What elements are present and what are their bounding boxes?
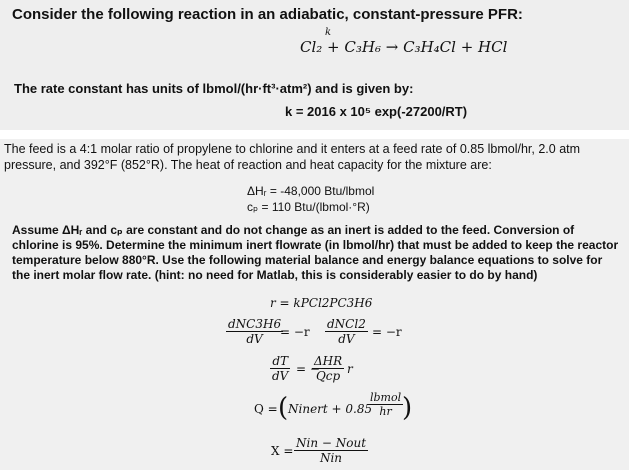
q-open-paren: (: [278, 393, 289, 423]
eb-lhs-fraction: [270, 354, 290, 383]
rate-constant-equation: k = 2016 x 10⁵ exp(-27200/RT): [285, 104, 468, 119]
mb-chlorine-numerator: dNCl2: [327, 317, 366, 331]
eb-lhs-denominator: dV: [272, 369, 289, 383]
mb-chlorine-denominator: dV: [325, 331, 368, 346]
conversion-denominator: Nin: [294, 450, 368, 465]
conversion-fraction: [294, 436, 368, 465]
mb-chlorine-rhs: = −r: [372, 325, 402, 339]
mb-propylene-rhs: = −r: [280, 325, 310, 339]
problem-title: Consider the following reaction in an adiabatic, constant-pressure PFR:: [12, 6, 523, 23]
eb-rhs-denominator: Qcp: [312, 368, 344, 383]
q-unit-fraction: [368, 391, 403, 418]
eb-lhs-numerator: dT: [272, 354, 289, 368]
conversion-numerator: Nin − Nout: [296, 436, 367, 450]
heat-of-reaction: ΔHᵣ = -48,000 Btu/lbmol: [247, 184, 375, 198]
q-inner: Ninert + 0.85: [288, 402, 373, 416]
rate-constant-units: The rate constant has units of lbmol/(hr·ft³·atm²) and is given by:: [14, 81, 414, 96]
heat-capacity: cₚ = 110 Btu/(lbmol·°R): [247, 200, 370, 214]
mb-propylene-denominator: dV: [226, 331, 283, 346]
x-lhs: X =: [271, 444, 294, 458]
assumptions-paragraph: Assume ΔHᵣ and cₚ are constant and do not change as an inert is added to the feed. Conversion of chlorine is 95%. Determine the minimum inert flowrate (in lbmol/hr) that must be added to keep the reactor temperature below 880°R. Use the following material balance and energy balance equations to solve for the inert molar flow rate. (hint: no need for Matlab, this is considerably easier to do by hand): [12, 223, 619, 282]
mb-propylene-fraction: [226, 317, 283, 346]
eb-equals: = −: [296, 362, 320, 376]
mb-propylene-numerator: dNC3H6: [228, 317, 282, 331]
mb-chlorine-fraction: [325, 317, 368, 346]
rate-law: r = kPCl2PC3H6: [270, 296, 373, 310]
q-lhs: Q =: [254, 402, 278, 416]
rate-constant-symbol: k: [325, 27, 332, 38]
q-unit-denominator: hr: [368, 404, 403, 418]
q-unit-numerator: lbmol: [370, 391, 402, 404]
feed-paragraph: The feed is a 4:1 molar ratio of propylene to chlorine and it enters at a feed rate of 0.85 lbmol/hr, 2.0 atm pressure, and 392°F (852°R). The heat of reaction and heat capacity for the mixture are:: [4, 142, 581, 172]
reaction-equation: Cl₂ + C₃H₆ → C₃H₄Cl + HCl: [300, 38, 508, 56]
eb-rate: r: [347, 362, 353, 376]
q-close-paren: ): [402, 393, 413, 423]
eb-rhs-fraction: [312, 354, 344, 383]
panel-divider: [0, 130, 629, 139]
eb-rhs-numerator: ΔHR: [314, 354, 343, 368]
